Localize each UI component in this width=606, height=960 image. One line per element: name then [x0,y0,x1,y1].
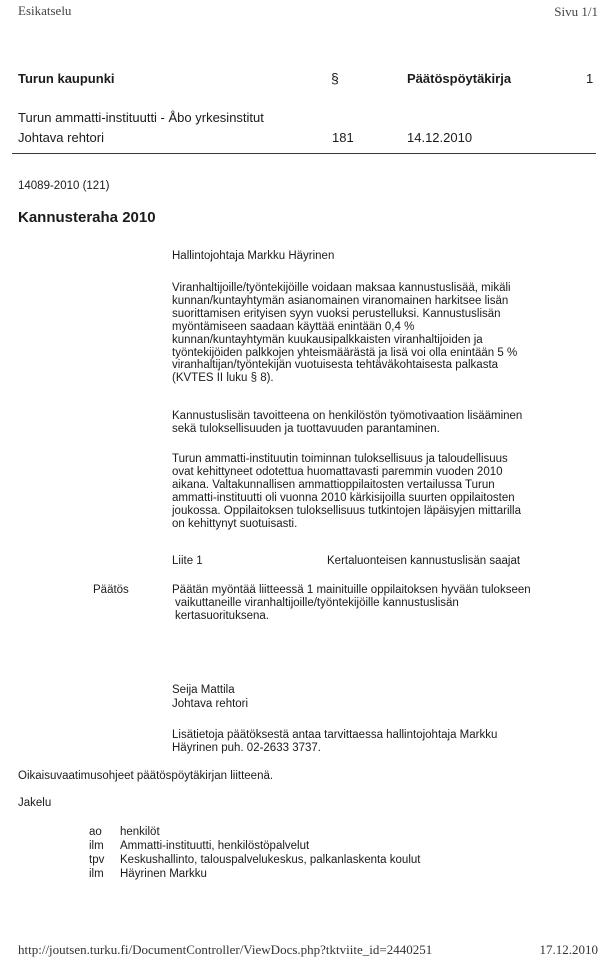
organization-name: Turun ammatti-instituutti - Åbo yrkesinstitut [18,110,264,125]
decision-text [172,584,597,623]
appeal-instructions: Oikaisuvaatimusohjeet päätöspöytäkirjan liitteenä. [18,770,274,782]
print-page-indicator: Sivu 1/1 [554,4,598,19]
attachment-title: Kertaluonteisen kannustuslisän saajat [327,555,521,567]
presenter: Hallintojohtaja Markku Häyrinen [172,250,335,262]
attachment-label: Liite 1 [172,555,203,567]
decision-maker-role: Johtava rehtori [18,130,104,145]
document-page-number: 1 [586,71,594,86]
distribution-label: Jakelu [18,797,52,809]
distribution-code: ilm [89,840,104,852]
section-number: 181 [332,130,354,145]
distribution-recipient: Häyrinen Markku [120,868,207,880]
body-paragraph-3: Turun ammatti-instituutin toiminnan tuloksellisuus ja taloudellisuus ovat kehittyneet odotettua huomattavasti paremmin vuoden 2010 aikana. Valtakunnallisen ammattioppilaitosten vertailussa Turun ammatti-instituutti oli vuonna 2010 kärkisijoilla suurten oppilaitosten joukossa. Oppilaitoksen tuloksellisuus tutkintojen läpäisyjen mittarilla on kehittynyt suotuisasti. [172,453,522,530]
print-footer-url: http://joutsen.turku.fi/DocumentController/ViewDocs.php?tktviite_id=2440251 [18,942,433,957]
distribution-code: ao [89,826,102,838]
section-symbol: § [331,70,339,86]
decision-date: 14.12.2010 [407,130,473,145]
signer-name: Seija Mattila [172,684,235,696]
document-city: Turun kaupunki [18,71,115,86]
distribution-code: tpv [89,854,105,866]
document-type: Päätöspöytäkirja [407,71,512,86]
print-preview-title: Esikatselu [18,3,72,18]
decision-line-1: Päätän myöntää liitteessä 1 mainituille oppilaitoksen hyvään tulokseen [172,584,531,596]
decision-line-3: kertasuorituksena. [175,609,269,622]
contact-info: Lisätietoja päätöksestä antaa tarvittaessa hallintojohtaja Markku Häyrinen puh. 02-2633 3737. [172,729,498,754]
case-title: Kannusteraha 2010 [18,209,156,226]
decision-label: Päätös [93,584,129,596]
body-paragraph-2: Kannustuslisän tavoitteena on henkilöstön työmotivaation lisääminen sekä tuloksellisuuden ja tuottavuuden parantaminen. [172,410,523,435]
decision-line-2: vaikuttaneille viranhaltijoille/työntekijöille kannustuslisän [175,596,459,609]
distribution-recipient: henkilöt [120,826,160,838]
header-divider [12,153,596,154]
print-footer-date: 17.12.2010 [539,942,598,957]
distribution-code: ilm [89,868,104,880]
signer-title: Johtava rehtori [172,698,249,710]
distribution-recipient: Ammatti-instituutti, henkilöstöpalvelut [120,840,310,852]
case-number: 14089-2010 (121) [18,180,110,192]
body-paragraph-1: Viranhaltijoille/työntekijöille voidaan maksaa kannustuslisää, mikäli kunnan/kuntayhtymän asianomainen viranomainen harkitsee lisän suorittamisen erityisen syyn vuoksi perustelluksi. Kannustuslisän myöntämiseen saadaan käyttää enintään 0,4 % kunnan/kuntayhtymän kuukausipalkkaisten viranhaltijoiden ja työntekijöiden palkkojen yhteismäärästä ja lisä voi olla enintään 5 % viranhaltijan/työntekijän vuotuisesta tehtäväkohtaisesta palkasta (KVTES II luku § 8). [172,282,518,385]
distribution-recipient: Keskushallinto, talouspalvelukeskus, palkanlaskenta koulut [120,854,421,866]
